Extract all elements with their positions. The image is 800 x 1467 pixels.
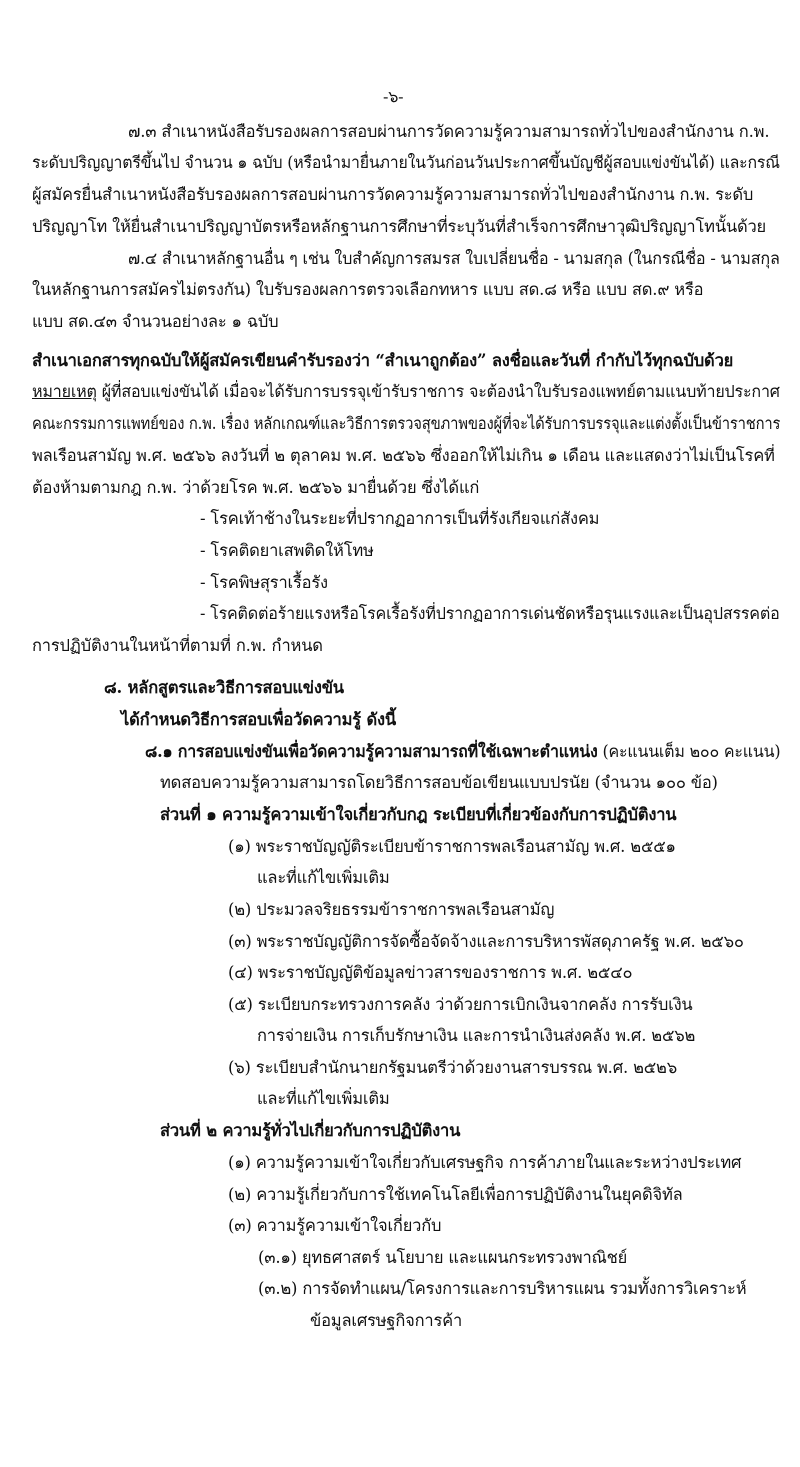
section-subtitle: ได้กำหนดวิธีการสอบเพื่อวัดความรู้ ดังนี้ — [121, 710, 396, 729]
page-number: -๖- — [383, 87, 404, 106]
list-item: (๒) ความรู้เกี่ยวกับการใช้เทคโนโลยีเพื่อการปฏิบัติงานในยุคดิจิทัล — [228, 1185, 683, 1204]
list-item: (๒) ประมวลจริยธรรมข้าราชการพลเรือนสามัญ — [228, 900, 555, 919]
list-item: (๓.๒) การจัดทำแผน/โครงการและการบริหารแผน รวมทั้งการวิเคราะห์ — [258, 1279, 747, 1298]
list-item: (๓) ความรู้ความเข้าใจเกี่ยวกับ — [228, 1216, 442, 1235]
text-line: ระดับปริญญาตรีขึ้นไป จำนวน ๑ ฉบับ (หรือนำมายื่นภายในวันก่อนวันประกาศขึ้นบัญชีผู้สอบแข่งขันได้) และกรณี — [32, 153, 780, 172]
list-item: (๑) พระราชบัญญัติระเบียบข้าราชการพลเรือนสามัญ พ.ศ. ๒๕๕๑ — [228, 837, 676, 856]
text-line: พลเรือนสามัญ พ.ศ. ๒๕๖๖ ลงวันที่ ๒ ตุลาคม พ.ศ. ๒๕๖๖ ซึ่งออกให้ไม่เกิน ๑ เดือน และแสดงว่าไม่เป็นโรคที่ — [32, 446, 775, 465]
text-line: ทดสอบความรู้ความสามารถโดยวิธีการสอบข้อเขียนแบบปรนัย (จำนวน ๑๐๐ ข้อ) — [160, 773, 718, 792]
text-line: ๗.๓ สำเนาหนังสือรับรองผลการสอบผ่านการวัดความรู้ความสามารถทั่วไปของสำนักงาน ก.พ. — [128, 122, 770, 141]
part-2-heading: ส่วนที่ ๒ ความรู้ทั่วไปเกี่ยวกับการปฏิบัติงาน — [160, 1121, 461, 1140]
list-item: (๖) ระเบียบสำนักนายกรัฐมนตรีว่าด้วยงานสารบรรณ พ.ศ. ๒๕๒๖ — [228, 1058, 678, 1077]
disease-item: - โรคพิษสุราเรื้อรัง — [200, 573, 328, 592]
part-1-heading: ส่วนที่ ๑ ความรู้ความเข้าใจเกี่ยวกับกฎ ระเบียบที่เกี่ยวข้องกับการปฏิบัติงาน — [160, 805, 677, 824]
list-item: และที่แก้ไขเพิ่มเติม — [257, 868, 390, 887]
text-line — [145, 741, 780, 763]
list-item: (๓.๑) ยุทธศาสตร์ นโยบาย และแผนกระทรวงพาณิชย์ — [258, 1248, 628, 1267]
subsection-title: ๘.๑ การสอบแข่งขันเพื่อวัดความรู้ความสามารถที่ใช้เฉพาะตำแหน่ง — [145, 742, 598, 761]
text-line: การปฏิบัติงานในหน้าที่ตามที่ ก.พ. กำหนด — [32, 636, 323, 655]
disease-item: - โรคติดยาเสพติดให้โทษ — [200, 541, 374, 560]
text-line: ๗.๔ สำเนาหลักฐานอื่น ๆ เช่น ใบสำคัญการสมรส ใบเปลี่ยนชื่อ - นามสกุล (ในกรณีชื่อ - นามสกุล — [128, 249, 780, 268]
text-line: ต้องห้ามตามกฎ ก.พ. ว่าด้วยโรค พ.ศ. ๒๕๖๖ มายื่นด้วย ซึ่งได้แก่ — [32, 478, 480, 497]
remark-label: หมายเหตุ — [32, 382, 97, 401]
text-line: ผู้สมัครยื่นสำเนาหนังสือรับรองผลการสอบผ่านการวัดความรู้ความสามารถทั่วไปของสำนักงาน ก.พ. ระดับ — [32, 185, 754, 204]
list-item: (๓) พระราชบัญญัติการจัดซื้อจัดจ้างและการบริหารพัสดุภาครัฐ พ.ศ. ๒๕๖๐ — [228, 932, 744, 951]
text-line: ปริญญาโท ให้ยื่นสำเนาปริญญาบัตรหรือหลักฐานการศึกษาที่ระบุวันที่สำเร็จการศึกษาวุฒิปริญญาโทนั้นด้วย — [32, 217, 767, 236]
list-item: (๑) ความรู้ความเข้าใจเกี่ยวกับเศรษฐกิจ การค้าภายในและระหว่างประเทศ — [228, 1153, 742, 1172]
disease-item: - โรคติดต่อร้ายแรงหรือโรคเรื้อรังที่ปรากฏอาการเด่นชัดหรือรุนแรงและเป็นอุปสรรคต่อ — [200, 604, 780, 623]
text-line: แบบ สด.๔๓ จำนวนอย่างละ ๑ ฉบับ — [32, 312, 279, 331]
score-text: (คะแนนเต็ม ๒๐๐ คะแนน) — [597, 742, 781, 761]
list-item: การจ่ายเงิน การเก็บรักษาเงิน และการนำเงินส่งคลัง พ.ศ. ๒๕๖๒ — [257, 1026, 696, 1045]
text-line — [32, 381, 780, 403]
list-item: ข้อมูลเศรษฐกิจการค้า — [310, 1311, 463, 1330]
list-item: (๔) พระราชบัญญัติข้อมูลข่าวสารของราชการ พ.ศ. ๒๕๔๐ — [228, 963, 633, 982]
certify-instruction: สำเนาเอกสารทุกฉบับให้ผู้สมัครเขียนคำรับรองว่า “สำเนาถูกต้อง” ลงชื่อและวันที่ กำกับไว้ทุกฉบับด้วย — [32, 351, 734, 370]
remark-text: ผู้ที่สอบแข่งขันได้ เมื่อจะได้รับการบรรจุเข้ารับราชการ จะต้องนำใบรับรองแพทย์ตามแนบท้ายประกาศ — [96, 382, 780, 401]
list-item: และที่แก้ไขเพิ่มเติม — [257, 1089, 390, 1108]
text-line: คณะกรรมการแพทย์ของ ก.พ. เรื่อง หลักเกณฑ์และวิธีการตรวจสุขภาพของผู้ที่จะได้รับการบรรจุและแต่งตั้งเป็นข้าราชการ — [32, 414, 781, 433]
text-line: ในหลักฐานการสมัครไม่ตรงกัน) ใบรับรองผลการตรวจเลือกทหาร แบบ สด.๘ หรือ แบบ สด.๙ หรือ — [32, 280, 704, 299]
list-item: (๕) ระเบียบกระทรวงการคลัง ว่าด้วยการเบิกเงินจากคลัง การรับเงิน — [228, 995, 693, 1014]
disease-item: - โรคเท้าช้างในระยะที่ปรากฏอาการเป็นที่รังเกียจแก่สังคม — [200, 509, 600, 528]
section-title: ๘. หลักสูตรและวิธีการสอบแข่งขัน — [104, 678, 344, 697]
